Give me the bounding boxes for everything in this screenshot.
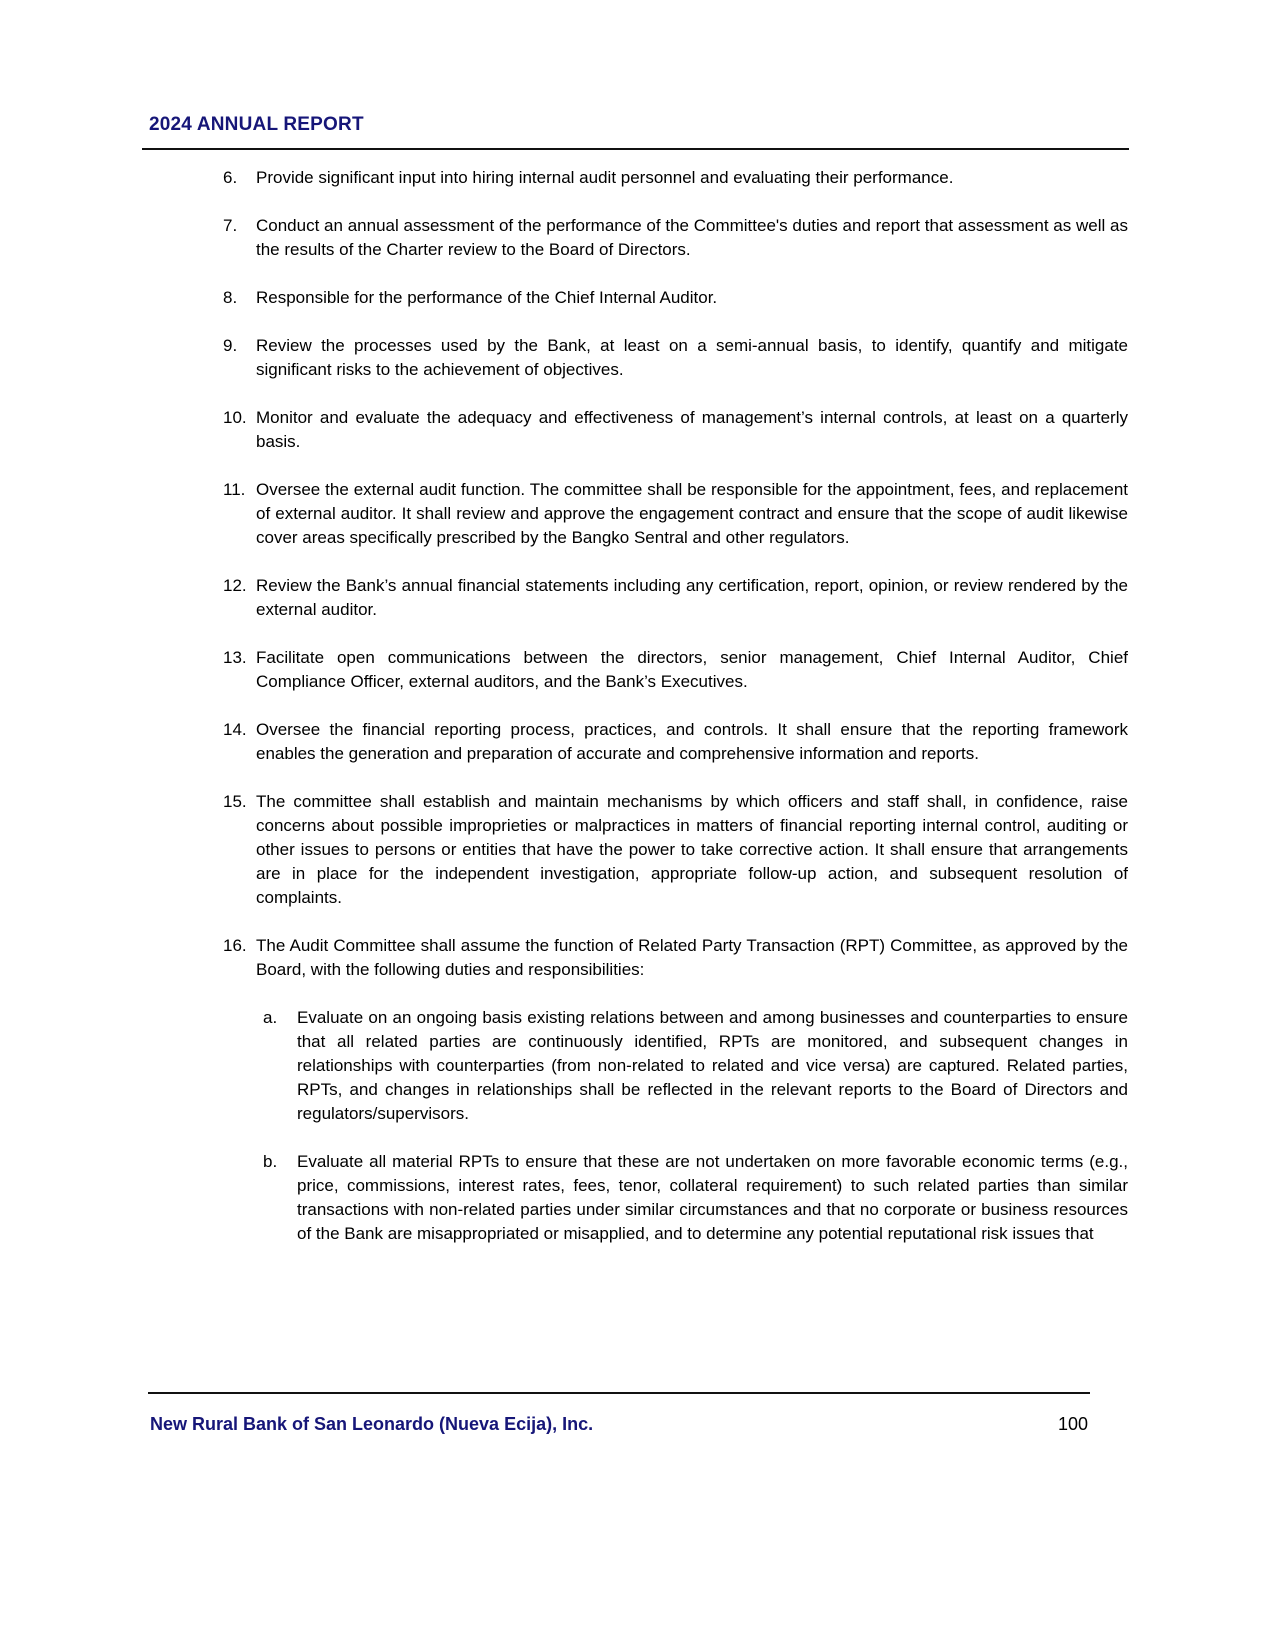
sub-list-item-text: Evaluate all material RPTs to ensure that these are not undertaken on more favorable economic terms (e.g., price, commissions, interest rates, fees, tenor, collateral requirement) to such related parties than similar transactions with non-related parties under similar circumstances and that no corporate or business resources of the Bank are misappropriated or misapplied, and to determine any potential reputational risk issues that [297,1152,1128,1243]
page-footer [150,1414,1088,1435]
list-item-text: Review the Bank’s annual financial statements including any certification, report, opinion, or review rendered by the external auditor. [256,576,1128,619]
sub-list-item-letter: b. [263,1152,278,1171]
sub-list-item [263,1006,1128,1126]
list-item [223,334,1128,382]
sub-list-item [263,1150,1128,1246]
list-item-text: Responsible for the performance of the Chief Internal Auditor. [256,288,718,307]
list-item [223,790,1128,910]
list-item-number: 10. [223,408,247,427]
sub-list-item-letter: a. [263,1008,278,1027]
list-item-number: 8. [223,288,238,307]
sub-list-item-text: Evaluate on an ongoing basis existing relations between and among businesses and counterparties to ensure that all related parties are continuously identified, RPTs are monitored, and subsequent changes in relationships with counterparties (from non-related to related and vice versa) are captured. Related parties, RPTs, and changes in relationships shall be reflected in the relevant reports to the Board of Directors and regulators/supervisors. [297,1008,1128,1123]
list-item-number: 11. [223,480,246,499]
list-item [223,478,1128,550]
page-number: 100 [1057,1414,1088,1434]
list-item [223,406,1128,454]
list-item-text: The committee shall establish and maintain mechanisms by which officers and staff shall, in confidence, raise concerns about possible improprieties or malpractices in matters of financial reporting internal control, auditing or other issues to persons or entities that have the power to take corrective action. It shall ensure that arrangements are in place for the independent investigation, appropriate follow-up action, and subsequent resolution of complaints. [256,792,1128,907]
list-item-number: 7. [223,216,238,235]
list-item-number: 13. [223,648,247,667]
list-item-text: Monitor and evaluate the adequacy and effectiveness of management’s internal controls, at least on a quarterly basis. [256,408,1128,451]
list-item-number: 9. [223,336,238,355]
footer-rule [148,1392,1090,1394]
list-item-text: Review the processes used by the Bank, at least on a semi-annual basis, to identify, quantify and mitigate significant risks to the achievement of objectives. [256,336,1128,379]
list-item [223,934,1128,982]
header-rule [142,148,1129,150]
footer-bank-name: New Rural Bank of San Leonardo (Nueva Ecija), Inc. [150,1414,594,1434]
list-item-number: 16. [223,936,247,955]
list-item-text: Facilitate open communications between the directors, senior management, Chief Internal Auditor, Chief Compliance Officer, external auditors, and the Bank’s Executives. [256,648,1128,691]
list-item [223,718,1128,766]
page-title: 2024 ANNUAL REPORT [149,114,364,135]
list-item [223,286,1128,310]
list-item [223,214,1128,262]
list-item-text: Oversee the external audit function. The committee shall be responsible for the appointment, fees, and replacement of external auditor. It shall review and approve the engagement contract and ensure that the scope of audit likewise cover areas specifically prescribed by the Bangko Sentral and other regulators. [256,480,1128,547]
list-item [223,646,1128,694]
list-item-number: 14. [223,720,247,739]
list-item-number: 15. [223,792,247,811]
list-item-text: Conduct an annual assessment of the performance of the Committee's duties and report that assessment as well as the results of the Charter review to the Board of Directors. [256,216,1128,259]
list-item-text: Provide significant input into hiring internal audit personnel and evaluating their performance. [256,168,954,187]
list-item-text: Oversee the financial reporting process, practices, and controls. It shall ensure that the reporting framework enables the generation and preparation of accurate and comprehensive information and reports. [256,720,1128,763]
document-body [223,166,1128,1270]
list-item-number: 12. [223,576,247,595]
list-item-number: 6. [223,168,238,187]
list-item [223,166,1128,190]
list-item [223,574,1128,622]
list-item-text: The Audit Committee shall assume the function of Related Party Transaction (RPT) Committee, as approved by the Board, with the following duties and responsibilities: [256,936,1128,979]
